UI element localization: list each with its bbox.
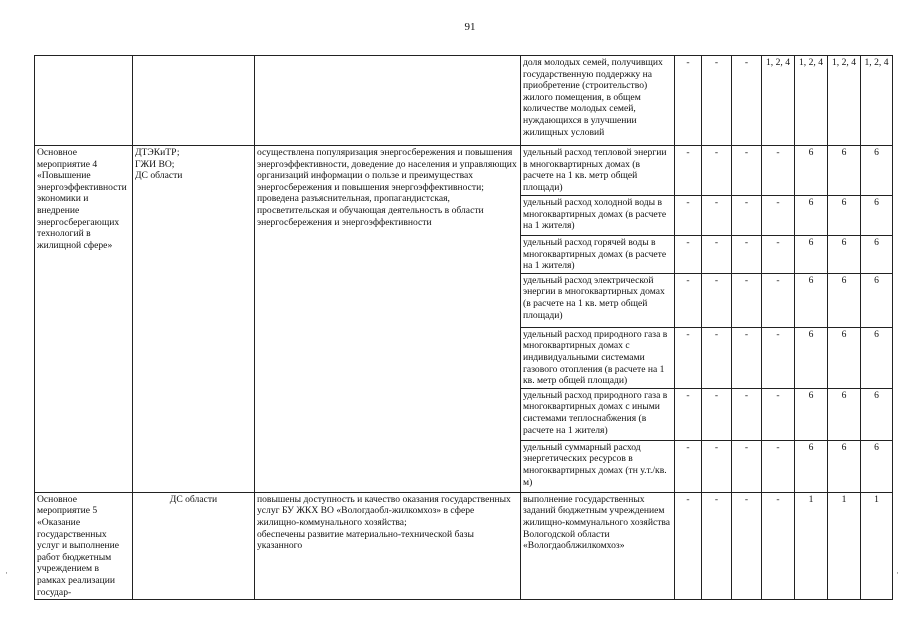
value-cell: 6: [861, 146, 893, 196]
value-cell: -: [675, 388, 702, 440]
event-cell: [35, 56, 133, 146]
value-cell: -: [702, 273, 732, 327]
indicator-cell: удельный расход тепловой энергии в многоквартирных домах (в расчете на 1 кв. метр общей площади): [521, 146, 675, 196]
value-cell: -: [762, 196, 795, 236]
table-row: [35, 492, 893, 599]
value-cell: 1, 2, 4: [795, 56, 828, 146]
results-cell: осуществлена популяризация энергосбережения и повышения энергоэффективности, доведение до населения и управляющих организаций информации о пользе и преимуществах энергосбережения и повышения энергоэффективности; проведена разъяснительная, пропагандистская, просветительская и обучающая деятельность в области энергосбережения и энергоэффективности: [255, 146, 521, 493]
indicator-cell: выполнение государственных заданий бюджетным учреждением жилищно-коммунального хозяйства Вологодской области «Вологдаоблжилкомхоз»: [521, 492, 675, 599]
indicator-cell: удельный расход холодной воды в многоквартирных домах (в расчете на 1 жителя): [521, 196, 675, 236]
value-cell: 1, 2, 4: [762, 56, 795, 146]
value-cell: 6: [795, 236, 828, 274]
value-cell: -: [732, 440, 762, 492]
executors-cell: ДТЭКиТР; ГЖИ ВО; ДС области: [133, 146, 255, 493]
value-cell: 6: [795, 440, 828, 492]
value-cell: -: [675, 492, 702, 599]
event-cell: Основное мероприятие 4 «Повышение энергоэффективности экономики и внедрение энергосберегающих технологий в жилищной сфере»: [35, 146, 133, 493]
value-cell: -: [675, 236, 702, 274]
indicator-cell: удельный расход природного газа в многоквартирных домах с индивидуальными системами газового отопления (в расчете на 1 кв. метр общей площади): [521, 327, 675, 388]
table-body: [35, 56, 893, 600]
value-cell: -: [762, 236, 795, 274]
value-cell: -: [675, 440, 702, 492]
value-cell: -: [762, 146, 795, 196]
value-cell: 1: [861, 492, 893, 599]
value-cell: -: [702, 492, 732, 599]
value-cell: -: [702, 236, 732, 274]
value-cell: 6: [795, 388, 828, 440]
executors-cell: ДС области: [133, 492, 255, 599]
value-cell: -: [702, 440, 732, 492]
value-cell: 6: [861, 236, 893, 274]
value-cell: -: [732, 236, 762, 274]
value-cell: -: [675, 327, 702, 388]
indicator-cell: удельный расход электрической энергии в многоквартирных домах (в расчете на 1 кв. метр общей площади): [521, 273, 675, 327]
indicator-cell: удельный расход горячей воды в многоквартирных домах (в расчете на 1 жителя): [521, 236, 675, 274]
results-cell: [255, 56, 521, 146]
value-cell: 6: [828, 196, 861, 236]
indicator-cell: удельный суммарный расход энергетических ресурсов в многоквартирных домах (тн у.т./кв. м): [521, 440, 675, 492]
value-cell: 6: [861, 388, 893, 440]
value-cell: 6: [861, 440, 893, 492]
indicator-cell: удельный расход природного газа в многоквартирных домах с иными системами теплоснабжения (в расчете на 1 жителя): [521, 388, 675, 440]
value-cell: -: [675, 273, 702, 327]
value-cell: 6: [828, 327, 861, 388]
value-cell: -: [675, 196, 702, 236]
value-cell: 6: [795, 196, 828, 236]
value-cell: 6: [861, 196, 893, 236]
value-cell: -: [762, 273, 795, 327]
table-row: [35, 146, 893, 196]
value-cell: 6: [795, 273, 828, 327]
value-cell: -: [732, 56, 762, 146]
value-cell: 1, 2, 4: [828, 56, 861, 146]
value-cell: -: [702, 146, 732, 196]
value-cell: -: [732, 273, 762, 327]
value-cell: -: [702, 388, 732, 440]
value-cell: -: [762, 327, 795, 388]
value-cell: -: [702, 327, 732, 388]
value-cell: -: [732, 388, 762, 440]
results-cell: повышены доступность и качество оказания государственных услуг БУ ЖКХ ВО «Вологдаобл-жилкомхоз» в сфере жилищно-коммунального хозяйства; обеспечены развитие материально-технической базы указанного: [255, 492, 521, 599]
value-cell: 6: [795, 146, 828, 196]
value-cell: -: [762, 388, 795, 440]
indicator-cell: доля молодых семей, получивщих государственную поддержку на приобретение (строительство) жилого помещения, в общем количестве молодых семей, нуждающихся в улучшении жилищных условий: [521, 56, 675, 146]
value-cell: -: [732, 196, 762, 236]
value-cell: 6: [828, 273, 861, 327]
value-cell: 1: [828, 492, 861, 599]
value-cell: -: [762, 492, 795, 599]
value-cell: -: [732, 327, 762, 388]
value-cell: 6: [861, 273, 893, 327]
scan-mark: ·: [5, 568, 8, 578]
table-row: [35, 56, 893, 146]
value-cell: -: [702, 196, 732, 236]
value-cell: -: [675, 56, 702, 146]
value-cell: -: [675, 146, 702, 196]
value-cell: 1, 2, 4: [861, 56, 893, 146]
value-cell: -: [732, 146, 762, 196]
executors-cell: [133, 56, 255, 146]
value-cell: 6: [828, 440, 861, 492]
value-cell: 6: [795, 327, 828, 388]
value-cell: -: [732, 492, 762, 599]
value-cell: -: [702, 56, 732, 146]
value-cell: -: [762, 440, 795, 492]
program-table: [34, 55, 893, 600]
page-number: 91: [464, 21, 476, 33]
scan-mark: ·: [896, 568, 899, 578]
value-cell: 6: [828, 146, 861, 196]
value-cell: 6: [861, 327, 893, 388]
value-cell: 6: [828, 236, 861, 274]
value-cell: 1: [795, 492, 828, 599]
event-cell: Основное мероприятие 5 «Оказание государственных услуг и выполнение работ бюджетным учреждением в рамках реализации государ-: [35, 492, 133, 599]
value-cell: 6: [828, 388, 861, 440]
